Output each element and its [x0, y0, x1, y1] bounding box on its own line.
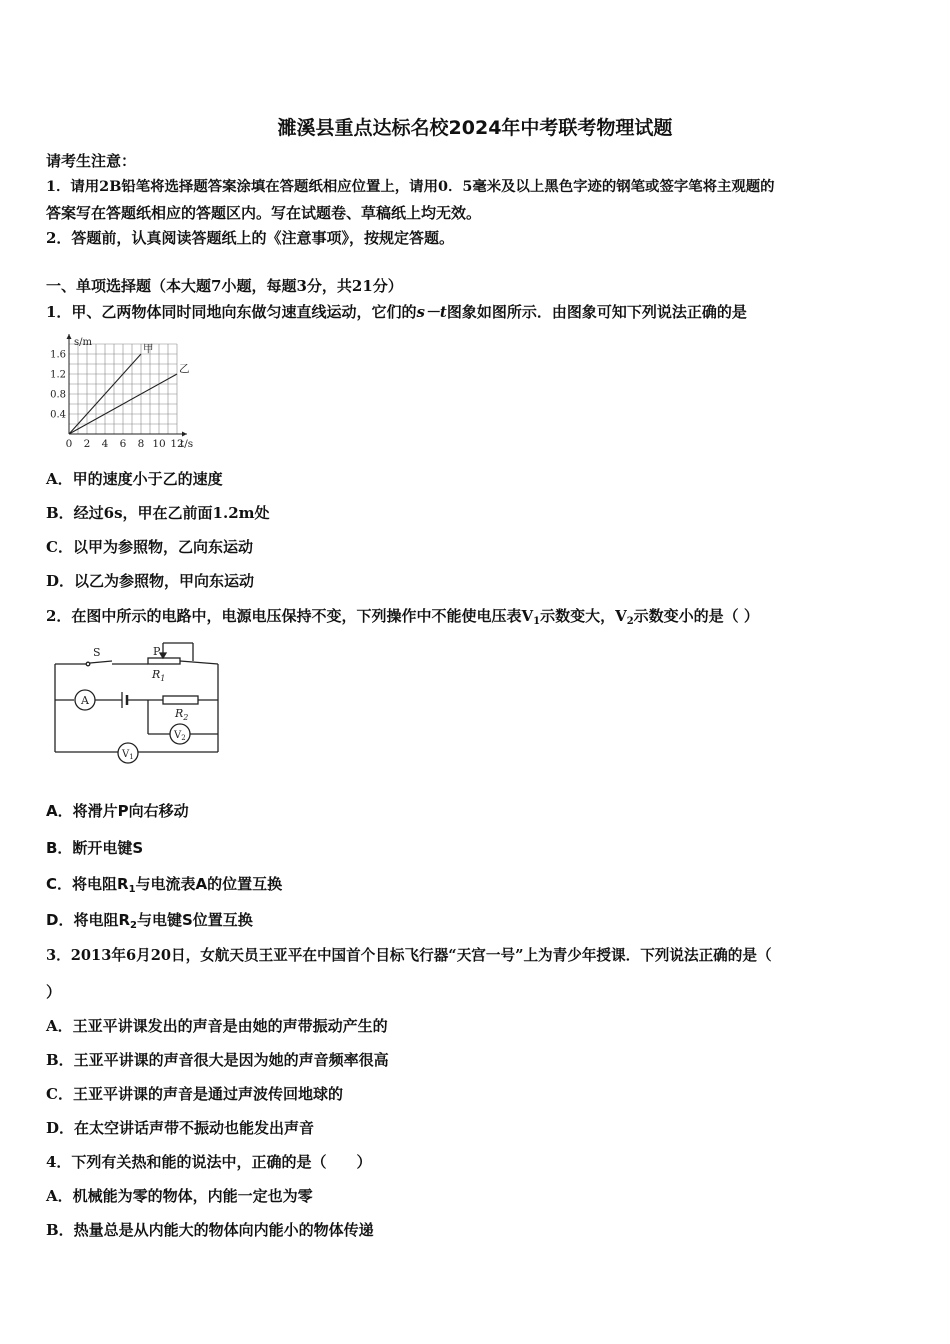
q2-option-c-b: 与电流表A的位置互换 [135, 875, 283, 893]
y-axis-arrow [67, 334, 72, 339]
series-label-2: 乙 [179, 363, 190, 375]
q1-stem-tail: 图象如图所示．由图象可知下列说法正确的是 [446, 303, 747, 321]
q2-option-d-a: D．将电阻R [46, 911, 131, 929]
x-axis-label: t/s [180, 438, 194, 450]
y-axis-label: s/m [74, 337, 92, 348]
wire-top-right [180, 661, 218, 664]
label-v1-text: V [122, 749, 130, 760]
x-tick-label: 4 [101, 438, 109, 450]
x-tick-label: 6 [119, 438, 127, 450]
q1-option-c: C．以甲为参照物，乙向东运动 [46, 538, 253, 556]
q1-option-a: A．甲的速度小于乙的速度 [46, 470, 223, 488]
label-v2-sub: 2 [181, 734, 186, 742]
x-tick-label: 12 [170, 438, 184, 450]
page-title: 濉溪县重点达标名校2024年中考联考物理试题 [277, 117, 673, 139]
label-r1-sub: 1 [160, 674, 166, 683]
x-tick-label: 8 [137, 438, 145, 450]
q2-option-a: A．将滑片P向右移动 [46, 802, 189, 820]
label-p [153, 645, 161, 658]
label-v1-sub: 1 [129, 753, 134, 761]
resistor-r1 [148, 658, 180, 664]
switch-terminal [86, 662, 90, 666]
q2-stem-b: 示数变大，V [540, 607, 627, 625]
x-axis-arrow [182, 432, 187, 437]
x-tick-label: 2 [83, 438, 91, 450]
q3-option-c: C．王亚平讲课的声音是通过声波传回地球的 [46, 1085, 343, 1103]
q2-sub-2: 2 [626, 616, 634, 627]
notice-line-1: 1．请用2B铅笔将选择题答案涂填在答题纸相应位置上，请用0．5毫米及以上黑色字迹的钢笔或签字笔将主观题的 [46, 178, 775, 195]
q2-option-c [46, 874, 282, 900]
y-tick-label: 1.2 [50, 369, 66, 381]
circuit-diagram [48, 640, 228, 770]
label-r2-text: R [175, 707, 184, 720]
q3-option-d: D．在太空讲话声带不振动也能发出声音 [46, 1119, 315, 1137]
q2-option-d-b: 与电键S位置互换 [136, 911, 253, 929]
q1-option-b: B．经过6s，甲在乙前面1.2m处 [46, 504, 270, 522]
section-heading: 一、单项选择题（本大题7小题，每题3分，共21分） [46, 277, 403, 295]
slider-arrow [160, 653, 166, 658]
notice-line-2: 答案写在答题纸相应的答题区内。写在试题卷、草稿纸上均无效。 [46, 204, 482, 222]
q3-option-a: A．王亚平讲课发出的声音是由她的声带振动产生的 [46, 1017, 388, 1035]
q1-option-d: D．以乙为参照物，甲向东运动 [46, 572, 255, 590]
q2-sub-1: 1 [533, 616, 541, 627]
q1-stem-var: s－t [416, 303, 447, 321]
resistor-r2 [163, 696, 198, 704]
q2-option-c-sub: 1 [128, 884, 136, 895]
q2-option-d [46, 910, 253, 936]
notice-heading: 请考生注意： [46, 152, 137, 170]
q1-stem-text: 1．甲、乙两物体同时同地向东做匀速直线运动，它们的 [46, 303, 417, 321]
q3-stem-end: ） [46, 983, 62, 1001]
y-tick-label: 0.8 [50, 389, 66, 401]
label-v2-text: V [174, 730, 182, 741]
q1-stem [46, 302, 747, 322]
q4-option-a: A．机械能为零的物体，内能一定也为零 [46, 1187, 313, 1205]
label-r1 [151, 668, 165, 683]
x-tick-label: 0 [65, 438, 73, 450]
y-tick-label: 0.4 [50, 409, 66, 421]
q3-option-b: B．王亚平讲课的声音很大是因为她的声音频率很高 [46, 1051, 389, 1069]
q3-stem: 3．2013年6月20日，女航天员王亚平在中国首个目标飞行器“天宫一号”上为青少年授课．下列说法正确的是（ [46, 947, 772, 964]
st-graph [44, 334, 214, 454]
switch-lever [90, 661, 112, 663]
notice-line-3: 2．答题前，认真阅读答题纸上的《注意事项》，按规定答题。 [46, 229, 454, 247]
q2-option-b: B．断开电键S [46, 839, 144, 857]
q4-option-b: B．热量总是从内能大的物体向内能小的物体传递 [46, 1221, 374, 1239]
label-r1-text: R [152, 668, 161, 681]
x-tick-label: 10 [152, 438, 166, 450]
label-a: A [81, 694, 89, 707]
q2-stem-a: 2．在图中所示的电路中，电源电压保持不变，下列操作中不能使电压表V [46, 607, 534, 625]
label-r2 [174, 707, 188, 722]
series-label-1: 甲 [143, 343, 154, 355]
q2-stem-c: 示数变小的是（ ） [633, 607, 759, 625]
label-r2-sub: 2 [183, 713, 189, 722]
q2-option-d-sub: 2 [130, 920, 137, 931]
q2-stem [46, 606, 759, 632]
q4-stem: 4．下列有关热和能的说法中，正确的是（ ） [46, 1153, 372, 1171]
label-s: S [93, 646, 101, 659]
y-tick-label: 1.6 [50, 349, 66, 361]
label-p-text: P [153, 645, 161, 658]
q2-option-c-a: C．将电阻R [46, 875, 129, 893]
